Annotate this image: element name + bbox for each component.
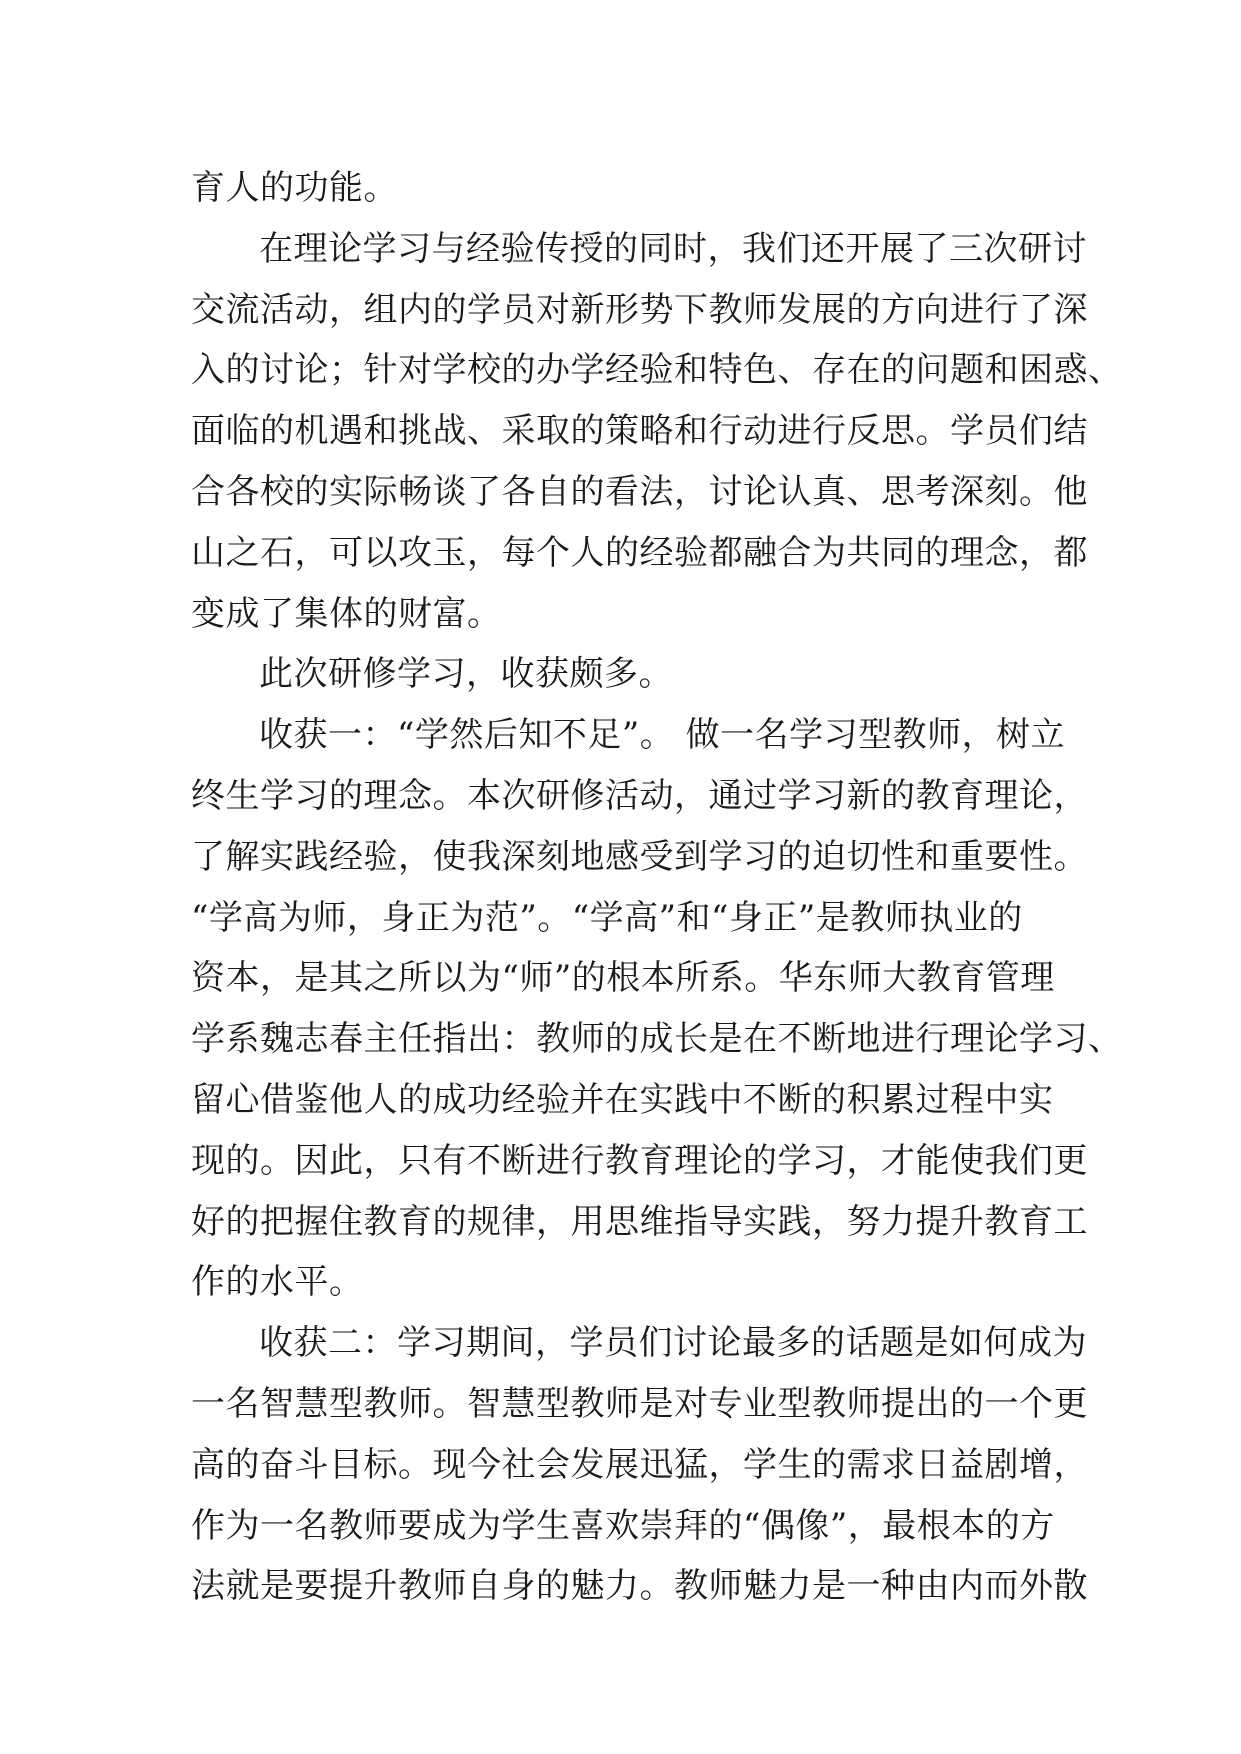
text-line: 作为一名教师要成为学生喜欢崇拜的“偶像”，最根本的方 — [191, 1505, 1055, 1546]
text-line: 资本，是其之所以为“师”的根本所系。华东师大教育管理 — [191, 958, 1055, 999]
text-line: 法就是要提升教师自身的魅力。教师魅力是一种由内而外散 — [191, 1566, 1088, 1607]
text-line: 变成了集体的财富。 — [191, 593, 502, 634]
text-line: 好的把握住教育的规律，用思维指导实践，努力提升教育工 — [191, 1201, 1088, 1242]
text-line: 终生学习的理念。本次研修活动，通过学习新的教育理论， — [191, 775, 1088, 816]
text-line: 交流活动，组内的学员对新形势下教师发展的方向进行了深 — [191, 289, 1088, 330]
text-line: 山之石，可以攻玉，每个人的经验都融合为共同的理念，都 — [191, 532, 1088, 573]
text-line: 高的奋斗目标。现今社会发展迅猛，学生的需求日益剧增， — [191, 1444, 1088, 1485]
paragraph-start-line: 收获一：“学然后知不足”。 做一名学习型教师，树立 — [259, 715, 1066, 756]
text-line: 合各校的实际畅谈了各自的看法，讨论认真、思考深刻。他 — [191, 471, 1088, 512]
text-line: 一名智慧型教师。智慧型教师是对专业型教师提出的一个更 — [191, 1383, 1088, 1424]
document-body — [191, 158, 1123, 1617]
paragraph-start-line: 在理论学习与经验传授的同时，我们还开展了三次研讨 — [259, 228, 1087, 269]
text-line: “学高为师，身正为范”。“学高”和“身正”是教师执业的 — [191, 897, 1023, 938]
text-line: 留心借鉴他人的成功经验并在实践中不断的积累过程中实 — [191, 1079, 1054, 1120]
text-line: 现的。因此，只有不断进行教育理论的学习，才能使我们更 — [191, 1140, 1088, 1181]
paragraph-start-line: 收获二：学习期间，学员们讨论最多的话题是如何成为 — [259, 1323, 1087, 1364]
text-line: 入的讨论；针对学校的办学经验和特色、存在的问题和困惑、 — [191, 350, 1123, 391]
text-line: 面临的机遇和挑战、采取的策略和行动进行反思。学员们结 — [191, 411, 1088, 452]
text-line: 学系魏志春主任指出：教师的成长是在不断地进行理论学习、 — [191, 1019, 1123, 1060]
text-line: 了解实践经验，使我深刻地感受到学习的迫切性和重要性。 — [191, 836, 1088, 877]
text-line: 育人的功能。 — [191, 168, 398, 208]
paragraph-start-line: 此次研修学习，收获颇多。 — [259, 654, 673, 695]
text-line: 作的水平。 — [191, 1262, 364, 1303]
